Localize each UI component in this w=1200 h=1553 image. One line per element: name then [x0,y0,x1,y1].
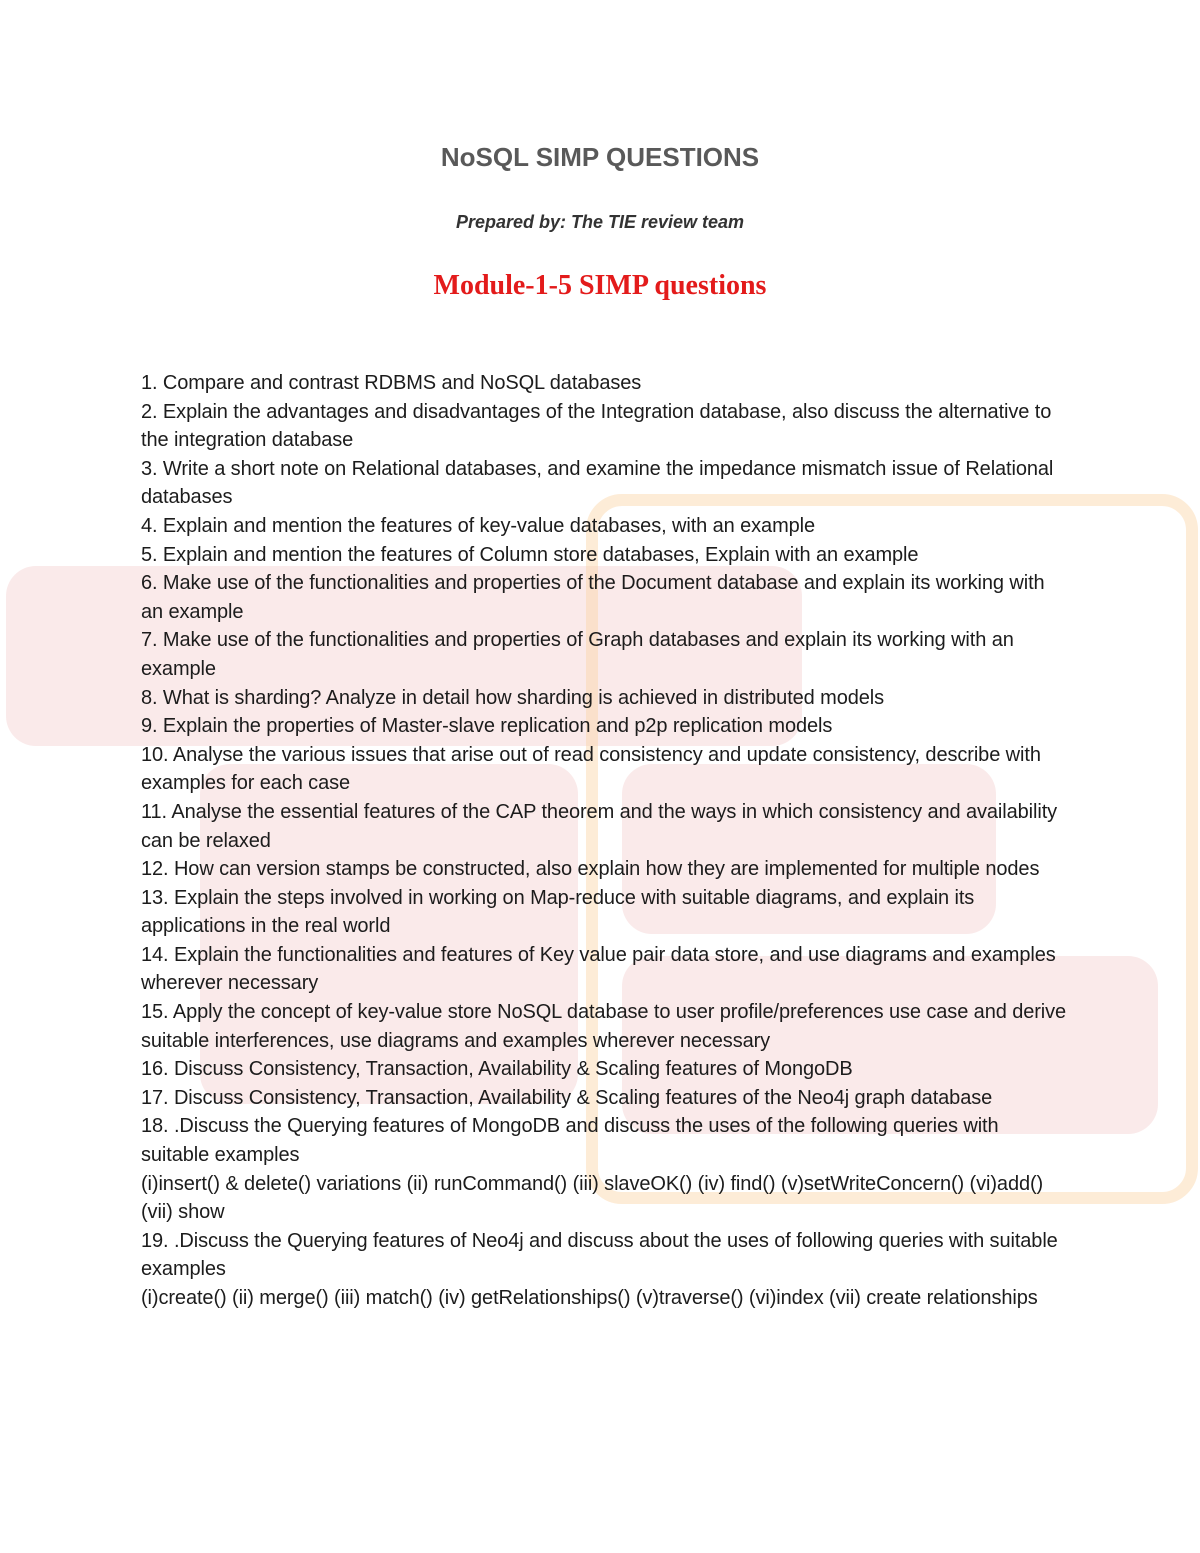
question-subtext: (i)create() (ii) merge() (iii) match() (iv) getRelationships() (v)traverse() (vi)index (vii) create relationships [141,1287,1038,1309]
question-item [141,1112,1071,1226]
question-item [141,741,1071,798]
question-item [141,712,1071,741]
question-text: 2. Explain the advantages and disadvantages of the Integration database, also discuss the alternative to the integration database [141,400,1052,452]
question-item [141,569,1071,626]
question-item [141,855,1071,884]
question-item [141,541,1071,570]
question-text: 14. Explain the functionalities and features of Key value pair data store, and use diagrams and examples wherever necessary [141,943,1056,995]
prepared-by: Prepared by: The TIE review team [455,212,745,232]
question-text: 7. Make use of the functionalities and properties of Graph databases and explain its working with an example [141,629,1014,680]
question-subtext: (i)insert() & delete() variations (ii) runCommand() (iii) slaveOK() (iv) find() (v)setWriteConcern() (vi)add() (vii) show [141,1172,1044,1224]
question-item [141,369,1071,398]
question-text: 18. .Discuss the Querying features of MongoDB and discuss the uses of the following queries with suitable examples [141,1115,999,1167]
module-heading: Module-1-5 SIMP questions [433,270,767,301]
question-text: 5. Explain and mention the features of Column store databases, Explain with an example [141,543,919,566]
question-item [141,455,1071,512]
question-item [141,998,1071,1055]
question-item [141,512,1071,541]
question-text: 17. Discuss Consistency, Transaction, Availability & Scaling features of the Neo4j graph database [141,1086,993,1109]
question-text: 15. Apply the concept of key-value store NoSQL database to user profile/preferences use case and derive suitable interferences, use diagrams and examples wherever necessary [141,1001,1067,1052]
question-text: 19. .Discuss the Querying features of Neo4j and discuss about the uses of following queries with suitable examples [141,1229,1058,1281]
question-text: 12. How can version stamps be constructed, also explain how they are implemented for multiple nodes [141,858,1040,881]
question-text: 16. Discuss Consistency, Transaction, Availability & Scaling features of MongoDB [141,1058,853,1081]
question-text: 1. Compare and contrast RDBMS and NoSQL databases [141,372,642,394]
question-item [141,798,1071,855]
question-text: 10. Analyse the various issues that arise out of read consistency and update consistency, describe with examples for each case [141,743,1041,795]
question-item [141,684,1071,713]
question-item [141,1227,1071,1313]
question-item [141,398,1071,455]
question-text: 3. Write a short note on Relational databases, and examine the impedance mismatch issue of Relational databases [141,457,1054,509]
page-title: NoSQL SIMP QUESTIONS [440,142,760,172]
question-list [141,369,1071,1313]
question-text: 11. Analyse the essential features of the CAP theorem and the ways in which consistency and availability can be relaxed [141,800,1058,852]
question-item [141,884,1071,941]
question-item [141,1055,1071,1084]
question-text: 9. Explain the properties of Master-slave replication and p2p replication models [141,715,833,738]
question-text: 13. Explain the steps involved in working on Map-reduce with suitable diagrams, and explain its applications in the real world [141,886,975,938]
question-text: 6. Make use of the functionalities and properties of the Document database and explain its working with an example [141,572,1045,623]
question-text: 8. What is sharding? Analyze in detail how sharding is achieved in distributed models [141,686,885,709]
question-item [141,1084,1071,1113]
question-item [141,626,1071,683]
question-item [141,941,1071,998]
question-text: 4. Explain and mention the features of key-value databases, with an example [141,514,816,537]
